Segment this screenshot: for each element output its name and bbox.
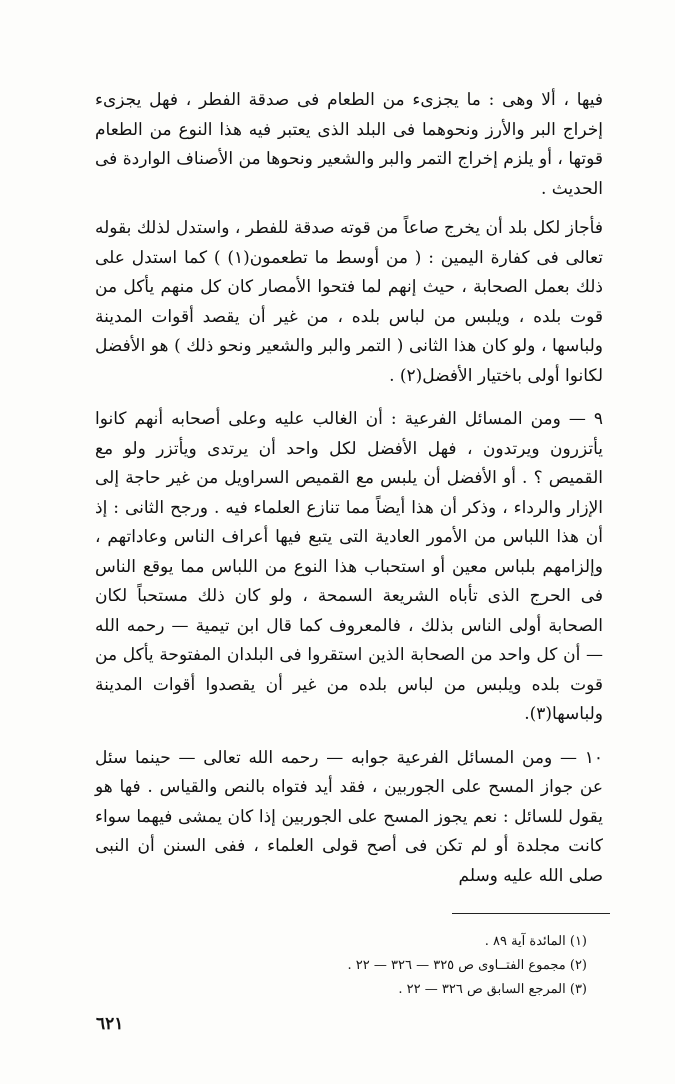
page-number: ٦٢١ [96,1014,124,1034]
footnote-3: (٣) المرجع السابق ص ٣٢٦ — ٢٢ . [398,982,587,997]
footnote-1: (١) المائدة آية ٨٩ . [484,934,587,949]
footnote-2: (٢) مجموع الفتــاوى ص ٣٢٥ — ٣٢٦ — ٢٢ . [347,958,587,973]
paragraph-4: ١٠ — ومن المسائل الفرعية جوابه — رحمه الله تعالى — حينما سئل عن جواز المسح على الجوربين ، فقد أيد فتواه بالنص والقياس . فها هو يقول للسائل : نعم يجوز المسح على الجوربين إذا كان يمشى فيهما سواء كانت مجلدة أو لم تكن فى أصح قولى العلماء ، ففى السنن أن النبى صلى الله عليه وسلم [95,747,603,886]
paragraph-3: ٩ — ومن المسائل الفرعية : أن الغالب عليه وعلى أصحابه أنهم كانوا يأتزرون ويرتدون ، فهل الأفضل لكل واحد أن يرتدى ويأتزر ولو مع القميص ؟ . أو الأفضل أن يلبس مع القميص السراويل من غير حاجة إلى الإزار والرداء ، وذكر أن هذا أيضاً مما تنازع العلماء فيه . ورجح الثانى : إذ أن هذا اللباس من الأمور العادية التى يتبع فيها أعراف الناس وعاداتهم ، وإلزامهم بلباس معين أو استحباب هذا النوع من اللباس مما يوقع الناس فى الحرج الذى تأباه الشريعة السمحة ، ولو كان ذلك مستحباً لكان الصحابة أولى الناس بذلك ، فالمعروف كما قال ابن تيمية — رحمه الله — أن كل واحد من الصحابة الذين استقروا فى البلدان المفتوحة يأكل من قوت بلده ويلبس من لباس بلده من غير أن يقصدوا أقوات المدينة ولباسها(٣). [95,409,603,724]
main-text [95,86,603,891]
footnote-separator [452,913,610,914]
footnotes [280,930,587,1002]
paragraph-2: فأجاز لكل بلد أن يخرج صاعاً من قوته صدقة للفطر ، واستدل لذلك بقوله تعالى فى كفارة اليمين : ( من أوسط ما تطعمون(١) ) كما استدل على ذلك بعمل الصحابة ، حيث إنهم لما فتحوا الأمصار كان كل منهم يأكل من قوت بلده ، ويلبس من لباس بلده ، من غير أن يقصد أقوات المدينة ولباسها ، ولو كان هذا الثانى ( التمر والبر والشعير ونحو ذلك ) هو الأفضل لكانوا أولى باختيار الأفضل(٢) . [95,218,603,386]
paragraph-1: فيها ، ألا وهى : ما يجزىء من الطعام فى صدقة الفطر ، فهل يجزىء إخراج البر والأرز ونحوهما فى البلد الذى يعتبر فيه هذا النوع من الطعام قوتها ، أو يلزم إخراج التمر والبر والشعير ونحوها من الأصناف الواردة فى الحديث . [95,90,603,199]
